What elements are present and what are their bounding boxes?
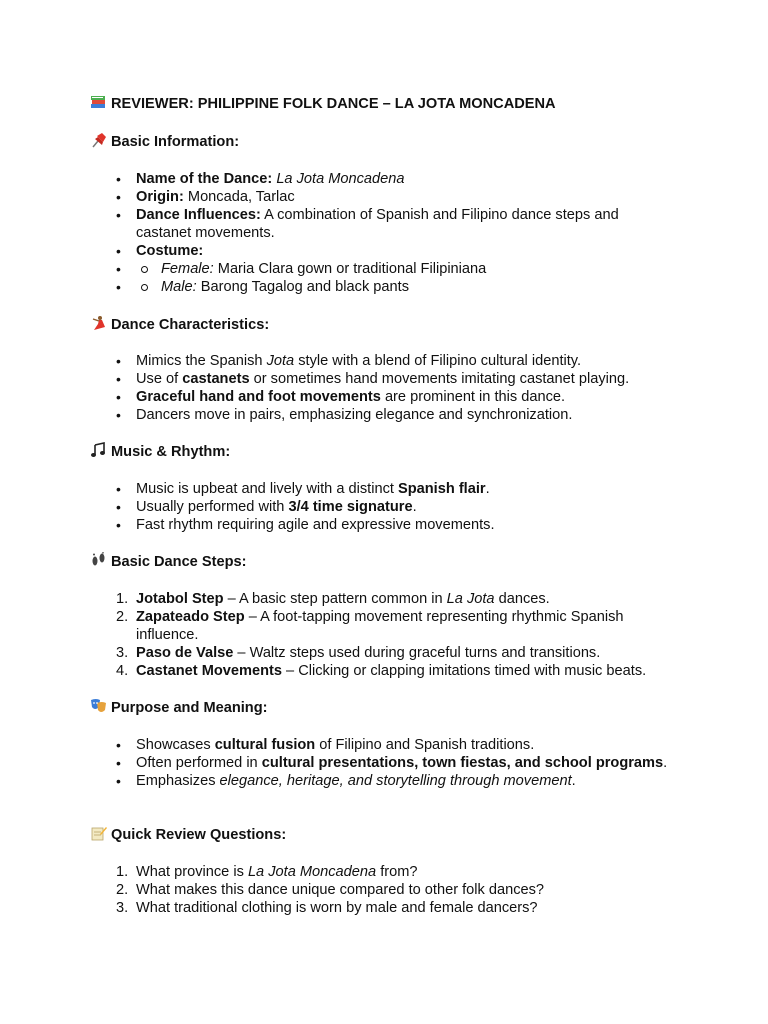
section-heading-quick-review (90, 826, 286, 844)
pushpin-icon (90, 132, 107, 148)
male-value: Barong Tagalog and black pants (200, 279, 410, 295)
step-name: Castanet Movements (136, 663, 282, 679)
text: dances. (494, 591, 550, 607)
list-item (116, 406, 676, 424)
list-item (116, 608, 676, 644)
name-label: Name of the Dance: (136, 171, 273, 187)
bold-text: cultural fusion (214, 737, 316, 753)
dancer-icon (90, 315, 107, 331)
name-value: La Jota Moncadena (276, 171, 405, 187)
text: What traditional clothing is worn by male and female dancers? (136, 900, 538, 916)
bold-text: castanets (182, 371, 250, 387)
list-item (116, 188, 676, 206)
text: – A foot-tapping movement representing rhythmic Spanish influence. (136, 609, 624, 643)
female-label: Female: (161, 261, 214, 277)
list-number: 4. (116, 663, 129, 679)
text: . (412, 499, 417, 515)
sublist-item (116, 260, 676, 278)
section-heading-purpose-meaning (90, 699, 268, 717)
list-item (116, 480, 676, 498)
heading-text: Basic Dance Steps: (111, 554, 247, 570)
list-item (116, 206, 676, 242)
text: style with a blend of Filipino cultural identity. (294, 353, 582, 369)
text: from? (376, 864, 418, 880)
origin-label: Origin: (136, 189, 184, 205)
list-item (116, 498, 676, 516)
heading-text: Purpose and Meaning: (111, 700, 268, 716)
influences-value: A combination of Spanish and Filipino dance steps and castanet movements. (136, 207, 619, 241)
costume-label: Costume: (136, 243, 204, 259)
text: Usually performed with (136, 499, 289, 515)
purpose-meaning-list (116, 736, 676, 790)
emphasis: elegance, heritage, and storytelling through movement (219, 773, 572, 789)
list-item (116, 388, 676, 406)
title-text: REVIEWER: PHILIPPINE FOLK DANCE – LA JOTA MONCADENA (111, 96, 556, 112)
list-number: 2. (116, 882, 129, 898)
emphasis: La Jota (446, 591, 495, 607)
text: Showcases (136, 737, 215, 753)
memo-icon (90, 825, 107, 841)
document-title (90, 95, 556, 113)
bold-text: 3/4 time signature (288, 499, 413, 515)
list-number: 3. (116, 900, 129, 916)
influences-label: Dance Influences: (136, 207, 261, 223)
text: Fast rhythm requiring agile and expressive movements. (136, 517, 495, 533)
section-heading-music-rhythm (90, 443, 230, 461)
list-item (116, 662, 676, 680)
list-number: 3. (116, 645, 129, 661)
list-item (116, 772, 676, 790)
heading-text: Basic Information: (111, 134, 240, 150)
bold-text: Graceful hand and foot movements (136, 389, 381, 405)
list-number: 2. (116, 609, 129, 625)
section-heading-dance-characteristics (90, 316, 269, 334)
books-icon (90, 94, 107, 110)
theater-masks-icon (90, 698, 107, 714)
list-item (116, 370, 676, 388)
list-item (116, 170, 676, 188)
text: – Waltz steps used during graceful turns and transitions. (233, 645, 601, 661)
bold-text: cultural presentations, town fiestas, and school programs (261, 755, 664, 771)
text: Mimics the Spanish (136, 353, 267, 369)
list-number: 1. (116, 864, 129, 880)
origin-value: Moncada, Tarlac (187, 189, 295, 205)
text: Emphasizes (136, 773, 220, 789)
text: Often performed in (136, 755, 262, 771)
hollow-bullet (141, 266, 148, 273)
music-rhythm-list (116, 480, 676, 534)
heading-text: Music & Rhythm: (111, 444, 231, 460)
text: What makes this dance unique compared to other folk dances? (136, 882, 545, 898)
list-item (116, 590, 676, 608)
list-item (116, 881, 676, 899)
step-name: Zapateado Step (136, 609, 245, 625)
heading-text: Dance Characteristics: (111, 317, 270, 333)
music-note-icon (90, 442, 107, 458)
text: What province is (136, 864, 248, 880)
step-name: Jotabol Step (136, 591, 224, 607)
hollow-bullet (141, 284, 148, 291)
text: of Filipino and Spanish traditions. (315, 737, 535, 753)
emphasis: La Jota Moncadena (247, 864, 377, 880)
costume-sublist (136, 260, 676, 296)
text: . (571, 773, 576, 789)
text: Use of (136, 371, 183, 387)
text: are prominent in this dance. (380, 389, 566, 405)
list-item (116, 863, 676, 881)
section-heading-basic-dance-steps (90, 553, 246, 571)
female-value: Maria Clara gown or traditional Filipiniana (217, 261, 487, 277)
bold-text: Spanish flair (398, 481, 486, 497)
list-item (116, 516, 676, 534)
male-label: Male: (161, 279, 197, 295)
list-number: 1. (116, 591, 129, 607)
text: Dancers move in pairs, emphasizing elegance and synchronization. (136, 407, 573, 423)
emphasis: Jota (266, 353, 295, 369)
list-item (116, 644, 676, 662)
sublist-item (116, 278, 676, 296)
text: or sometimes hand movements imitating castanet playing. (249, 371, 630, 387)
text: – Clicking or clapping imitations timed with music beats. (281, 663, 647, 679)
heading-text: Quick Review Questions: (111, 827, 287, 843)
step-name: Paso de Valse (136, 645, 234, 661)
list-item (116, 754, 676, 772)
footprints-icon (90, 552, 107, 568)
text: – A basic step pattern common in (223, 591, 447, 607)
list-item (116, 736, 676, 754)
basic-information-list (116, 170, 676, 296)
section-heading-basic-information (90, 133, 239, 151)
basic-steps-list (116, 590, 676, 680)
list-item (116, 352, 676, 370)
list-item (116, 899, 676, 917)
text: Music is upbeat and lively with a distinct (136, 481, 398, 497)
quick-review-list (116, 863, 676, 917)
list-item (116, 242, 676, 296)
text: . (663, 755, 668, 771)
text: . (485, 481, 490, 497)
dance-characteristics-list (116, 352, 676, 424)
